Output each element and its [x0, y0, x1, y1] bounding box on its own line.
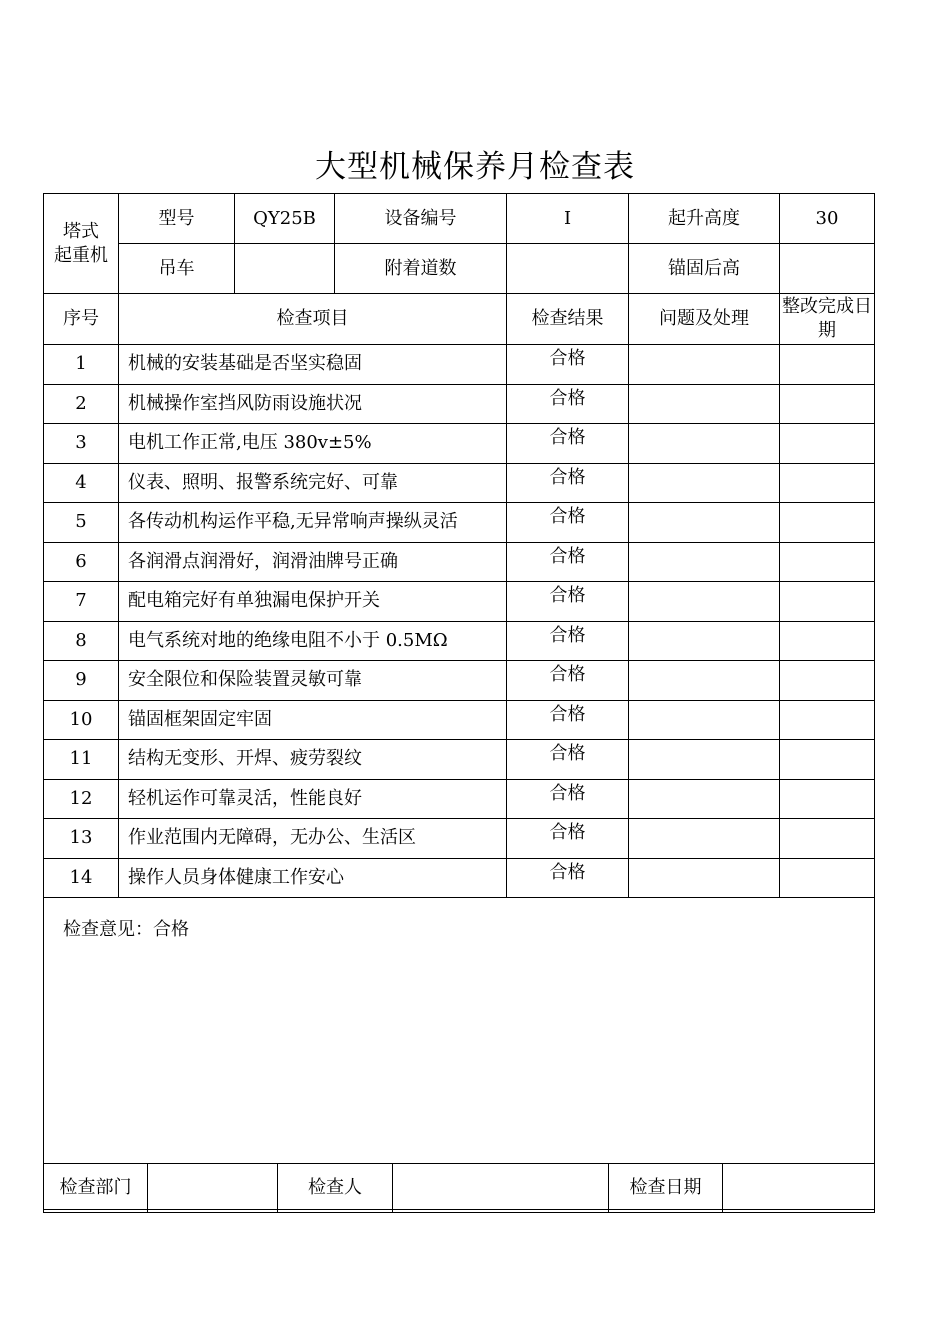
item-date [780, 345, 875, 385]
item-text: 机械的安装基础是否坚实稳固 [119, 345, 507, 385]
item-issue [629, 503, 780, 543]
item-issue [629, 384, 780, 424]
item-result: 合格 [507, 779, 629, 819]
item-date [780, 661, 875, 701]
attach-value [507, 244, 629, 294]
item-result: 合格 [507, 700, 629, 740]
item-text: 电气系统对地的绝缘电阻不小于 0.5MΩ [119, 621, 507, 661]
dept-label: 检查部门 [44, 1164, 148, 1213]
table-row [44, 542, 875, 582]
item-result: 合格 [507, 661, 629, 701]
table-row [44, 621, 875, 661]
item-text: 配电箱完好有单独漏电保护开关 [119, 582, 507, 622]
table-row [44, 582, 875, 622]
item-no: 1 [44, 345, 119, 385]
model-label: 型号 [119, 194, 235, 244]
item-text: 安全限位和保险装置灵敏可靠 [119, 661, 507, 701]
item-no: 5 [44, 503, 119, 543]
crane-type-value [235, 244, 335, 294]
item-result: 合格 [507, 819, 629, 859]
item-text: 轻机运作可靠灵活，性能良好 [119, 779, 507, 819]
item-no: 4 [44, 463, 119, 503]
item-result: 合格 [507, 463, 629, 503]
item-issue [629, 779, 780, 819]
item-issue [629, 463, 780, 503]
table-row [44, 463, 875, 503]
device-no-label: 设备编号 [335, 194, 507, 244]
category-label: 塔式 起重机 [54, 220, 108, 266]
item-no: 9 [44, 661, 119, 701]
item-text: 操作人员身体健康工作安心 [119, 858, 507, 898]
inspector-value [393, 1164, 609, 1213]
item-no: 7 [44, 582, 119, 622]
item-issue [629, 345, 780, 385]
item-result: 合格 [507, 503, 629, 543]
col-header-result: 检查结果 [507, 294, 629, 345]
footer-table [43, 1163, 875, 1213]
item-date [780, 819, 875, 859]
table-row [44, 700, 875, 740]
item-text: 各润滑点润滑好，润滑油牌号正确 [119, 542, 507, 582]
item-issue [629, 700, 780, 740]
col-header-issue: 问题及处理 [629, 294, 780, 345]
item-issue [629, 819, 780, 859]
item-text: 结构无变形、开焊、疲劳裂纹 [119, 740, 507, 780]
item-no: 8 [44, 621, 119, 661]
crane-type-label: 吊车 [119, 244, 235, 294]
lift-height-label: 起升高度 [629, 194, 780, 244]
item-issue [629, 582, 780, 622]
inspection-table [43, 193, 875, 1210]
item-no: 2 [44, 384, 119, 424]
col-header-no: 序号 [44, 294, 119, 345]
item-issue [629, 424, 780, 464]
item-text: 机械操作室挡风防雨设施状况 [119, 384, 507, 424]
opinion-text: 检查意见：合格 [63, 919, 189, 940]
item-date [780, 463, 875, 503]
item-issue [629, 621, 780, 661]
item-date [780, 424, 875, 464]
item-date [780, 384, 875, 424]
anchor-height-label: 锚固后高 [629, 244, 780, 294]
item-rows [44, 345, 875, 898]
item-date [780, 503, 875, 543]
item-no: 10 [44, 700, 119, 740]
date-label: 检查日期 [609, 1164, 723, 1213]
item-result: 合格 [507, 740, 629, 780]
item-result: 合格 [507, 384, 629, 424]
item-date [780, 779, 875, 819]
model-value: QY25B [235, 194, 335, 244]
table-row [44, 384, 875, 424]
item-result: 合格 [507, 542, 629, 582]
table-row [44, 858, 875, 898]
item-issue [629, 661, 780, 701]
item-result: 合格 [507, 858, 629, 898]
item-issue [629, 740, 780, 780]
dept-value [148, 1164, 278, 1213]
category-cell [44, 194, 119, 294]
page-title: 大型机械保养月检查表 [315, 149, 635, 185]
item-no: 11 [44, 740, 119, 780]
table-row [44, 424, 875, 464]
item-result: 合格 [507, 582, 629, 622]
item-date [780, 542, 875, 582]
item-issue [629, 858, 780, 898]
item-date [780, 582, 875, 622]
item-issue [629, 542, 780, 582]
device-no-value: I [507, 194, 629, 244]
inspector-label: 检查人 [278, 1164, 393, 1213]
lift-height-value: 30 [780, 194, 875, 244]
item-no: 6 [44, 542, 119, 582]
item-result: 合格 [507, 345, 629, 385]
table-row [44, 345, 875, 385]
table-row [44, 740, 875, 780]
item-no: 12 [44, 779, 119, 819]
item-date [780, 858, 875, 898]
col-header-item: 检查项目 [119, 294, 507, 345]
item-no: 13 [44, 819, 119, 859]
item-text: 锚固框架固定牢固 [119, 700, 507, 740]
item-result: 合格 [507, 621, 629, 661]
item-text: 电机工作正常,电压 380v±5% [119, 424, 507, 464]
item-no: 14 [44, 858, 119, 898]
item-no: 3 [44, 424, 119, 464]
attach-label: 附着道数 [335, 244, 507, 294]
table-row [44, 503, 875, 543]
col-header-date: 整改完成日期 [780, 294, 875, 345]
item-date [780, 740, 875, 780]
date-value [723, 1164, 875, 1213]
item-text: 作业范围内无障碍，无办公、生活区 [119, 819, 507, 859]
table-row [44, 819, 875, 859]
item-date [780, 700, 875, 740]
table-row [44, 779, 875, 819]
item-text: 仪表、照明、报警系统完好、可靠 [119, 463, 507, 503]
item-result: 合格 [507, 424, 629, 464]
item-date [780, 621, 875, 661]
anchor-height-value [780, 244, 875, 294]
item-text: 各传动机构运作平稳,无异常响声操纵灵活 [119, 503, 507, 543]
table-row [44, 661, 875, 701]
